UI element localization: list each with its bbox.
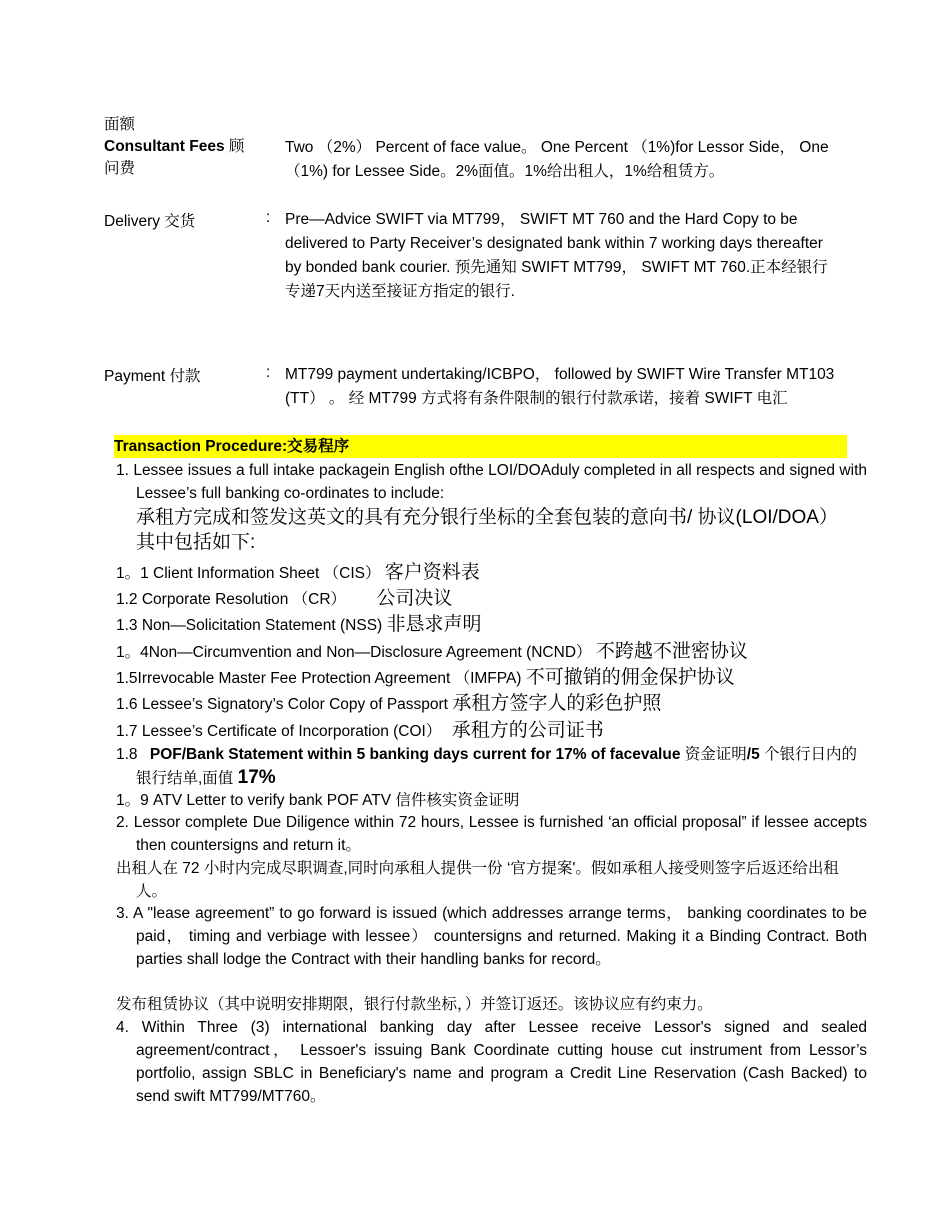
sub-item-1-8	[116, 743, 867, 790]
step-4-en: 4. Within Three (3) international banking day after Lessee receive Lessor's signed and sealed agreement/contract， Lessoer's issuing Bank Coordinate cutting house cut instrument from Lessor’s portfolio, assign SBLC in Beneficiary's name and program a Credit Line Reservation (Cash Backed) to send swift MT799/MT760。	[116, 1019, 867, 1105]
step-3-zh: 发布租赁协议（其中说明安排期限，银行付款坐标，）并签订返还。该协议应有约束力。	[116, 996, 713, 1013]
sub-item-1-8-pct: 17%	[237, 767, 276, 788]
sub-item-1-5	[116, 666, 847, 690]
sub-item-1-1	[116, 561, 847, 585]
sub-item-1-2-en: 1.2 Corporate Resolution （CR）	[116, 591, 347, 608]
sub-item-1-7	[116, 719, 847, 743]
sub-item-1-8-zh1: 资金证明	[684, 746, 747, 763]
procedure-heading: Transaction Procedure:交易程序	[114, 435, 847, 458]
sub-item-1-8-zh2: 个银行日内的银行结单,面值	[136, 746, 858, 787]
sub-item-1-1-en: 1。1 Client Information Sheet （CIS）	[116, 565, 381, 582]
sub-item-1-2-zh: 公司决议	[376, 588, 453, 609]
sub-item-1-3-zh: 非恳求声明	[386, 614, 482, 635]
sub-item-1-4-en: 1。4Non—Circumvention and Non—Disclosure Agreement (NCND）	[116, 644, 592, 661]
sub-item-1-8-num: 1.8	[116, 746, 138, 763]
step-2-zh: 出租人在 72 小时内完成尽职调查,同时向承租人提供一份 ‘官方提案'。假如承租人接受则签字后返还给出租人。	[116, 860, 839, 900]
consultant-fees-label-en: Consultant Fees	[104, 138, 225, 155]
sub-item-1-7-en: 1.7 Lessee’s Certificate of Incorporation (COI）	[116, 723, 442, 740]
step-1-en: 1. Lessee issues a full intake packagein English ofthe LOI/DOAduly completed in all respects and signed with Lessee’s full banking co-ordinates to include:	[116, 462, 867, 502]
consultant-fees-label-zh: 顾问费	[104, 138, 245, 177]
step-1-zh: 承租方完成和签发这英文的具有充分银行坐标的全套包装的意向书/ 协议(LOI/DOA）其中包括如下:	[136, 507, 838, 553]
sub-item-1-3	[116, 613, 847, 637]
consultant-fees-label	[104, 136, 254, 180]
sub-item-1-7-zh: 承租方的公司证书	[451, 720, 604, 741]
sub-item-1-8-bold2: /5	[746, 746, 760, 763]
sub-item-1-3-en: 1.3 Non—Solicitation Statement (NSS)	[116, 617, 383, 634]
consultant-fees-value: Two （2%） Percent of face value。 One Percent （1%)for Lessor Side， One （1%) for Lessee Side。2%面值。1%给出租人，1%给租赁方。	[285, 139, 829, 180]
sub-item-1-4	[116, 640, 847, 664]
delivery-value: Pre—Advice SWIFT via MT799， SWIFT MT 760 and the Hard Copy to be delivered to Party Receiver’s designated bank within 7 working days thereafter by bonded bank courier. 预先通知 SWIFT MT799， SWIFT MT 760.正本经银行专递7天内送至接证方指定的银行.	[285, 211, 828, 300]
sub-item-1-8-bold: POF/Bank Statement within 5 banking days current for 17% of facevalue	[149, 746, 681, 763]
sub-item-1-9: 1。9 ATV Letter to verify bank POF ATV 信件核实资金证明	[116, 792, 520, 809]
sub-item-1-6-en: 1.6 Lessee’s Signatory’s Color Copy of Passport	[116, 696, 448, 713]
payment-label: Payment 付款	[104, 368, 201, 385]
sub-item-1-2	[116, 587, 847, 611]
step-3-en: 3. A "lease agreement” to go forward is issued (which addresses arrange terms， banking coordinates to be paid， timing and verbiage with lessee） countersigns and returned. Making it a Binding Contract. Both parties shall lodge the Contract with their handling banks for record。	[116, 905, 867, 968]
sub-item-1-1-zh: 客户资料表	[384, 562, 480, 583]
sub-item-1-6-zh: 承租方签字人的彩色护照	[452, 693, 662, 714]
sub-item-1-5-en: 1.5Irrevocable Master Fee Protection Agreement （IMFPA)	[116, 670, 522, 687]
step-2-en: 2. Lessor complete Due Diligence within 72 hours, Lessee is furnished ‘an official proposal” if lessee accepts then countersigns and return it。	[116, 814, 867, 854]
delivery-label: Delivery 交货	[104, 213, 196, 230]
payment-colon: :	[266, 364, 271, 381]
delivery-colon: :	[266, 209, 271, 226]
sub-item-1-4-zh: 不跨越不泄密协议	[595, 641, 748, 662]
sub-item-1-6	[116, 692, 847, 716]
payment-value: MT799 payment undertaking/ICBPO， followed by SWIFT Wire Transfer MT103 (TT） 。 经 MT799 方式将有条件限制的银行付款承诺，接着 SWIFT 电汇	[285, 366, 835, 407]
header-fragment: 面额	[104, 116, 136, 133]
sub-item-1-5-zh: 不可撤销的佣金保护协议	[525, 667, 735, 688]
